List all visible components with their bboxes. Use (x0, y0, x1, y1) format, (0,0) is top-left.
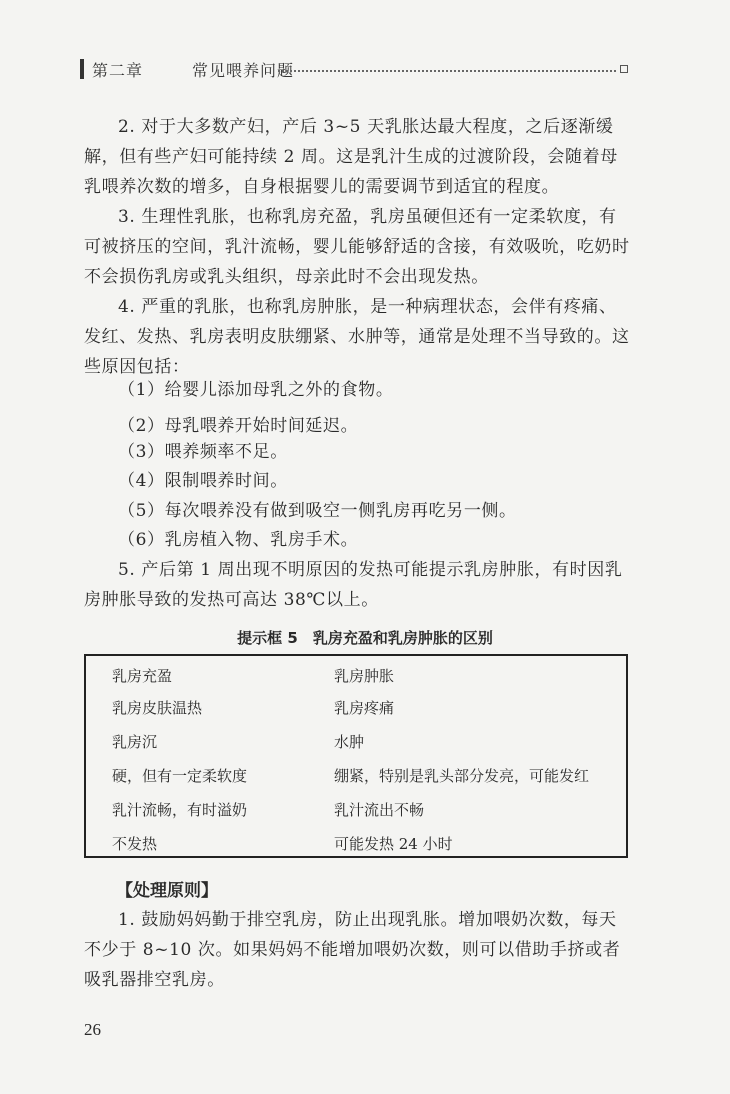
header-bar (80, 59, 84, 79)
box-cell: 乳房沉 (112, 733, 158, 751)
header-dotted-rule (278, 70, 616, 72)
box-cell: 不发热 (112, 835, 158, 853)
box-cell: 乳房充盈 (112, 667, 173, 685)
cause-item-1: （1）给婴儿添加母乳之外的食物。 (118, 380, 394, 400)
box-cell: 硬，但有一定柔软度 (112, 767, 248, 785)
header-end-mark (620, 65, 628, 73)
box-caption: 提示框 5 乳房充盈和乳房肿胀的区别 (237, 629, 493, 647)
cause-item-6: （6）乳房植入物、乳房手术。 (118, 530, 359, 550)
section-heading: 【处理原则】 (116, 881, 218, 901)
chapter-title: 常见喂养问题 (192, 61, 295, 80)
box-cell: 乳房疼痛 (334, 699, 395, 717)
box-cell: 乳汁流出不畅 (334, 801, 425, 819)
page-number: 26 (84, 1020, 101, 1039)
cause-item-3: （3）喂养频率不足。 (118, 442, 288, 462)
box-cell: 乳房肿胀 (334, 667, 395, 685)
running-header (80, 56, 628, 82)
paragraph-5: 5. 产后第 1 周出现不明原因的发热可能提示乳房肿胀，有时因乳房肿胀导致的发热可高达 38℃以上。 (84, 560, 623, 610)
box-cell: 乳房皮肤温热 (112, 699, 203, 717)
section-paragraph-1: 1. 鼓励妈妈勤于排空乳房，防止出现乳胀。增加喂奶次数，每天不少于 8~10 次。如果妈妈不能增加喂奶次数，则可以借助手挤或者吸乳器排空乳房。 (84, 910, 621, 990)
box-cell: 绷紧，特别是乳头部分发亮，可能发红 (334, 767, 590, 785)
chapter-label: 第二章 (92, 61, 144, 80)
paragraph-3: 3. 生理性乳胀，也称乳房充盈，乳房虽硬但还有一定柔软度，有可被挤压的空间，乳汁流畅，婴儿能够舒适的含接，有效吸吮，吃奶时不会损伤乳房或乳头组织，母亲此时不会出现发热。 (84, 207, 630, 287)
paragraph-4: 4. 严重的乳胀，也称乳房肿胀，是一种病理状态，会伴有疼痛、发红、发热、乳房表明皮肤绷紧、水肿等，通常是处理不当导致的。这些原因包括： (84, 297, 630, 377)
cause-item-5: （5）每次喂养没有做到吸空一侧乳房再吃另一侧。 (118, 501, 517, 521)
box-cell: 可能发热 24 小时 (334, 835, 453, 853)
paragraph-2: 2. 对于大多数产妇，产后 3~5 天乳胀达最大程度，之后逐渐缓解，但有些产妇可能持续 2 周。这是乳汁生成的过渡阶段，会随着母乳喂养次数的增多，自身根据婴儿的需要调节到适宜的程度。 (84, 117, 618, 197)
box-cell: 水肿 (334, 733, 365, 751)
cause-item-2: （2）母乳喂养开始时间延迟。 (118, 416, 359, 436)
box-cell: 乳汁流畅，有时溢奶 (112, 801, 248, 819)
cause-item-4: （4）限制喂养时间。 (118, 471, 288, 491)
comparison-box (84, 654, 628, 858)
